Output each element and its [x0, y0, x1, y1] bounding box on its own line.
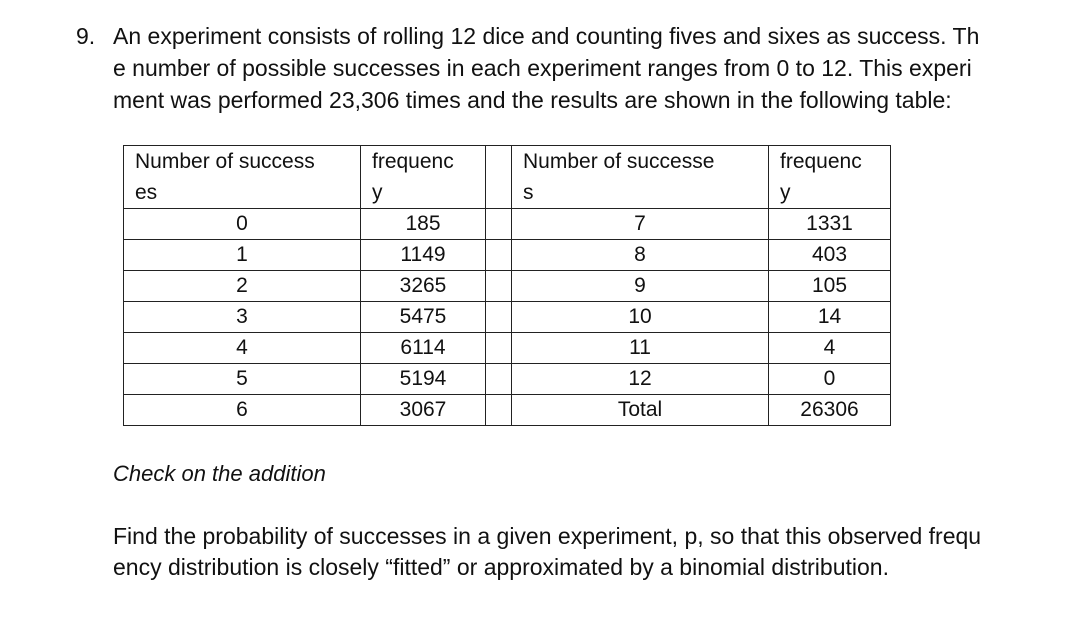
spacer-cell — [486, 395, 512, 426]
cell-frequency: 185 — [361, 209, 486, 240]
cell-successes: 0 — [124, 209, 361, 240]
cell-frequency: 5475 — [361, 302, 486, 333]
cell-successes: 4 — [124, 333, 361, 364]
spacer-cell — [486, 209, 512, 240]
spacer-cell — [486, 271, 512, 302]
cell-successes: 8 — [512, 240, 769, 271]
table-row — [124, 302, 891, 333]
cell-successes: 1 — [124, 240, 361, 271]
cell-successes: 6 — [124, 395, 361, 426]
header-successes-right: Number of successe s — [512, 146, 769, 209]
spacer-cell — [486, 146, 512, 209]
cell-frequency: 403 — [769, 240, 891, 271]
header-frequency-left: frequenc y — [361, 146, 486, 209]
cell-frequency: 3265 — [361, 271, 486, 302]
spacer-cell — [486, 240, 512, 271]
cell-frequency: 4 — [769, 333, 891, 364]
frequency-table — [123, 145, 891, 426]
cell-total-value: 26306 — [769, 395, 891, 426]
cell-frequency: 1149 — [361, 240, 486, 271]
cell-frequency: 14 — [769, 302, 891, 333]
spacer-cell — [486, 364, 512, 395]
table-row — [124, 395, 891, 426]
question-line: ment was performed 23,306 times and the results are shown in the following table: — [113, 87, 952, 113]
spacer-cell — [486, 333, 512, 364]
header-frequency-right: frequenc y — [769, 146, 891, 209]
table-row — [124, 209, 891, 240]
table-row — [124, 240, 891, 271]
cell-frequency: 6114 — [361, 333, 486, 364]
cell-successes: 5 — [124, 364, 361, 395]
cell-frequency: 5194 — [361, 364, 486, 395]
header-successes-left: Number of success es — [124, 146, 361, 209]
table-row — [124, 333, 891, 364]
cell-successes: 10 — [512, 302, 769, 333]
cell-successes: 12 — [512, 364, 769, 395]
question-line: e number of possible successes in each experiment ranges from 0 to 12. This experi — [113, 55, 972, 81]
cell-successes: 11 — [512, 333, 769, 364]
cell-frequency: 0 — [769, 364, 891, 395]
question-line: An experiment consists of rolling 12 dice and counting fives and sixes as success. Th — [113, 23, 980, 49]
find-instruction — [113, 521, 1063, 583]
cell-successes: 3 — [124, 302, 361, 333]
table-row — [124, 271, 891, 302]
cell-successes: 7 — [512, 209, 769, 240]
cell-frequency: 3067 — [361, 395, 486, 426]
check-note: Check on the addition — [113, 461, 326, 486]
cell-frequency: 105 — [769, 271, 891, 302]
find-line: ency distribution is closely “fitted” or approximated by a binomial distribution. — [113, 554, 889, 580]
find-line: Find the probability of successes in a given experiment, p, so that this observed frequ — [113, 523, 982, 549]
table-row — [124, 364, 891, 395]
question-number: 9. — [76, 23, 96, 49]
cell-total-label: Total — [512, 395, 769, 426]
cell-frequency: 1331 — [769, 209, 891, 240]
cell-successes: 2 — [124, 271, 361, 302]
cell-successes: 9 — [512, 271, 769, 302]
question-text — [113, 20, 1048, 116]
table-header-row — [124, 146, 891, 209]
spacer-cell — [486, 302, 512, 333]
